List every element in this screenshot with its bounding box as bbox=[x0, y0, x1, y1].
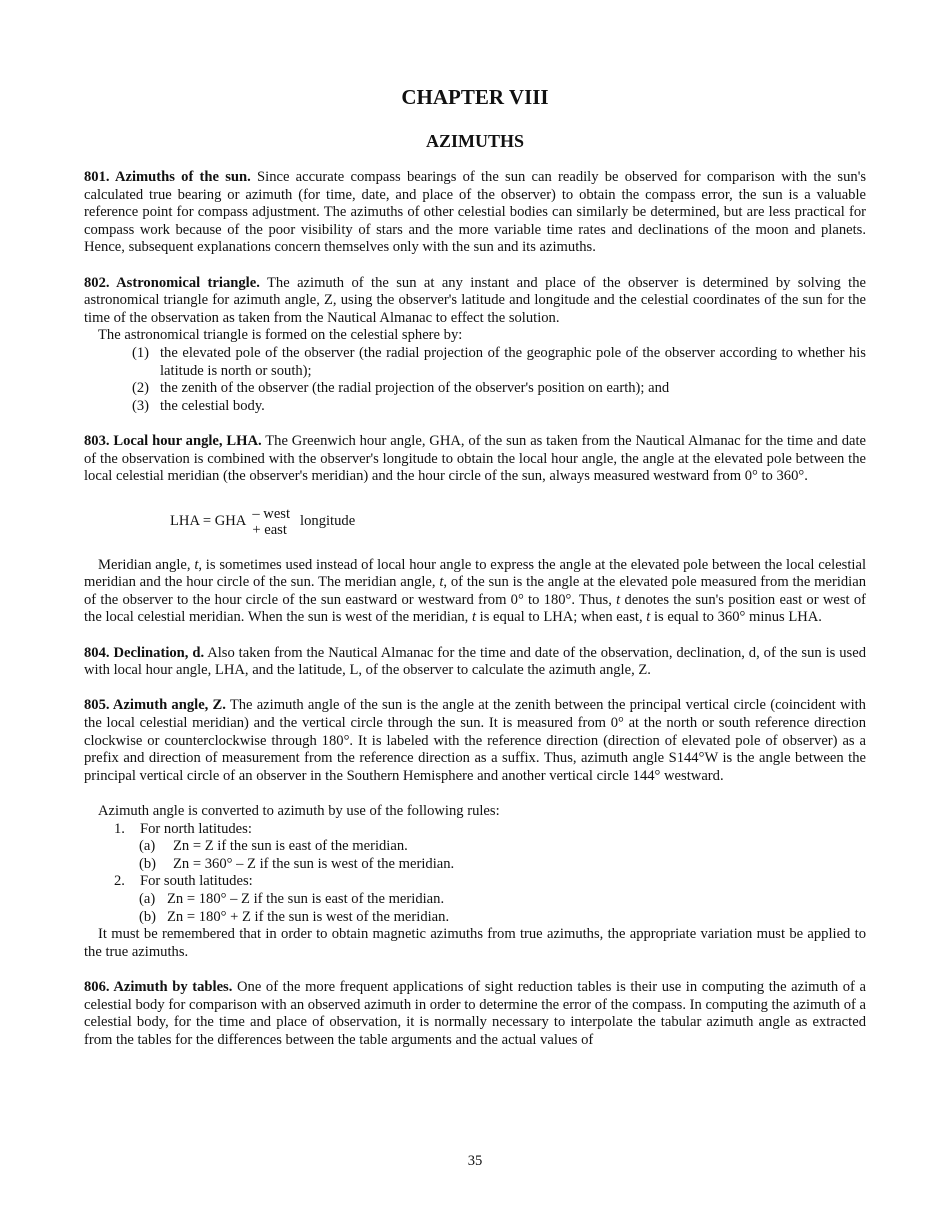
paragraph-806: 806. Azimuth by tables. One of the more frequent applications of sight reduction tables is their use in computing the azimuth of a celestial body for comparison with an observed azimuth in order to determine the error of the compass. In computing the azimuth of a celestial body, for the time and place of observation, it is normally necessary to interpolate the tabular azimuth angle as extracted from the tables for the differences between the table arguments and the actual values of bbox=[84, 978, 866, 1048]
rule-south-b: (b) Zn = 180° + Z if the sun is west of the meridian. bbox=[139, 908, 450, 925]
heading-805: 805. Azimuth angle, Z. bbox=[84, 697, 226, 714]
rule-north: 1. For north latitudes: bbox=[114, 820, 252, 837]
section-title: AZIMUTHS bbox=[425, 131, 524, 151]
formula-sign-stack: – west + east bbox=[252, 505, 291, 538]
rule-south: 2. For south latitudes: bbox=[114, 873, 253, 890]
rules-intro: Azimuth angle is converted to azimuth by use of the following rules: bbox=[98, 803, 500, 819]
list-item: (1) the elevated pole of the observer (the radial projection of the geographic pole of the observer according to whether his latitude is north or south); bbox=[132, 344, 866, 379]
paragraph-801: 801. Azimuths of the sun. Since accurate compass bearings of the sun can readily be observed for comparison with the sun's calculated true bearing or azimuth (for time, date, and place of the observer) to obtain the compass error, the sun is a valuable reference point for compass adjustment. The azimuths of other celestial bodies can similarly be determined, but are less practical for compass work because of the poor visibility of stars and the more variable time rates and declinations of the moon and planets. Hence, subsequent explanations concern themselves only with the sun and its azimuths. bbox=[84, 169, 866, 256]
page-body bbox=[84, 84, 866, 1049]
page-number: 35 bbox=[467, 1153, 483, 1169]
chapter-title: CHAPTER VIII bbox=[401, 85, 549, 109]
lha-formula: LHA = GHA – west + east longitude bbox=[170, 505, 356, 538]
rule-north-a: (a) Zn = Z if the sun is east of the meridian. bbox=[139, 838, 408, 855]
paragraph-802-intro: The astronomical triangle is formed on the celestial sphere by: bbox=[98, 327, 463, 344]
paragraph-802: 802. Astronomical triangle. The azimuth of the sun at any instant and place of the observer is determined by solving the astronomical triangle for azimuth angle, Z, using the observer's latitude and longitude and the celestial coordinates of the sun for the time of the observation as taken from the Nautical Almanac to effect the solution. bbox=[84, 274, 867, 326]
heading-803: 803. Local hour angle, LHA. bbox=[84, 432, 262, 449]
rule-south-a: (a) Zn = 180° – Z if the sun is east of the meridian. bbox=[139, 890, 445, 907]
paragraph-805: 805. Azimuth angle, Z. The azimuth angle of the sun is the angle at the zenith between the principal vertical circle (coincident with the local celestial meridian) and the vertical circle through the sun. It is measured from 0° at the north or south reference direction clockwise or counterclockwise through 180°. It is labeled with the reference direction (direction of elevated pole of observer) as a prefix and direction of measurement from the reference direction as a suffix. Thus, azimuth angle S144°W is the angle between the principal vertical circle of an observer in the Southern Hemisphere and another vertical circle 144° westward. bbox=[84, 697, 866, 784]
azimuth-rules bbox=[84, 821, 866, 927]
heading-801: 801. Azimuths of the sun. bbox=[84, 169, 251, 185]
paragraph-804: 804. Declination, d. Also taken from the Nautical Almanac for the time and date of the observation, declination, d, of the sun is used with local hour angle, LHA, and the latitude, L, of the observer to calculate the azimuth angle, Z. bbox=[84, 644, 866, 679]
heading-802: 802. Astronomical triangle. bbox=[84, 274, 260, 291]
rule-north-b: (b) Zn = 360° – Z if the sun is west of the meridian. bbox=[139, 855, 455, 872]
list-item: (2) the zenith of the observer (the radial projection of the observer's position on earth); and bbox=[132, 380, 670, 397]
heading-806: 806. Azimuth by tables. bbox=[84, 978, 233, 995]
paragraph-meridian-angle: Meridian angle, t, is sometimes used instead of local hour angle to express the angle at the elevated pole between the local celestial meridian and the hour circle of the sun. The meridian angle, t, of the sun is the angle at the elevated pole measured from the meridian of the observer to the hour circle of the sun eastward or westward from 0° to 180°. Thus, t denotes the sun's position east or west of the local celestial meridian. When the sun is west of the meridian, t is equal to LHA; when east, t is equal to 360° minus LHA. bbox=[84, 556, 867, 626]
paragraph-803: 803. Local hour angle, LHA. The Greenwich hour angle, GHA, of the sun as taken from the Nautical Almanac for the time and date of the observation is combined with the observer's longitude to obtain the local hour angle, the angle at the elevated pole between the local celestial meridian (the observer's meridian) and the hour circle of the sun, always measured westward from 0° to 360°. bbox=[84, 432, 866, 485]
list-item: (3) the celestial body. bbox=[132, 397, 265, 414]
triangle-list bbox=[84, 345, 866, 415]
paragraph-variation-note: It must be remembered that in order to obtain magnetic azimuths from true azimuths, the appropriate variation must be applied to the true azimuths. bbox=[84, 926, 866, 960]
heading-804: 804. Declination, d. bbox=[84, 644, 205, 661]
